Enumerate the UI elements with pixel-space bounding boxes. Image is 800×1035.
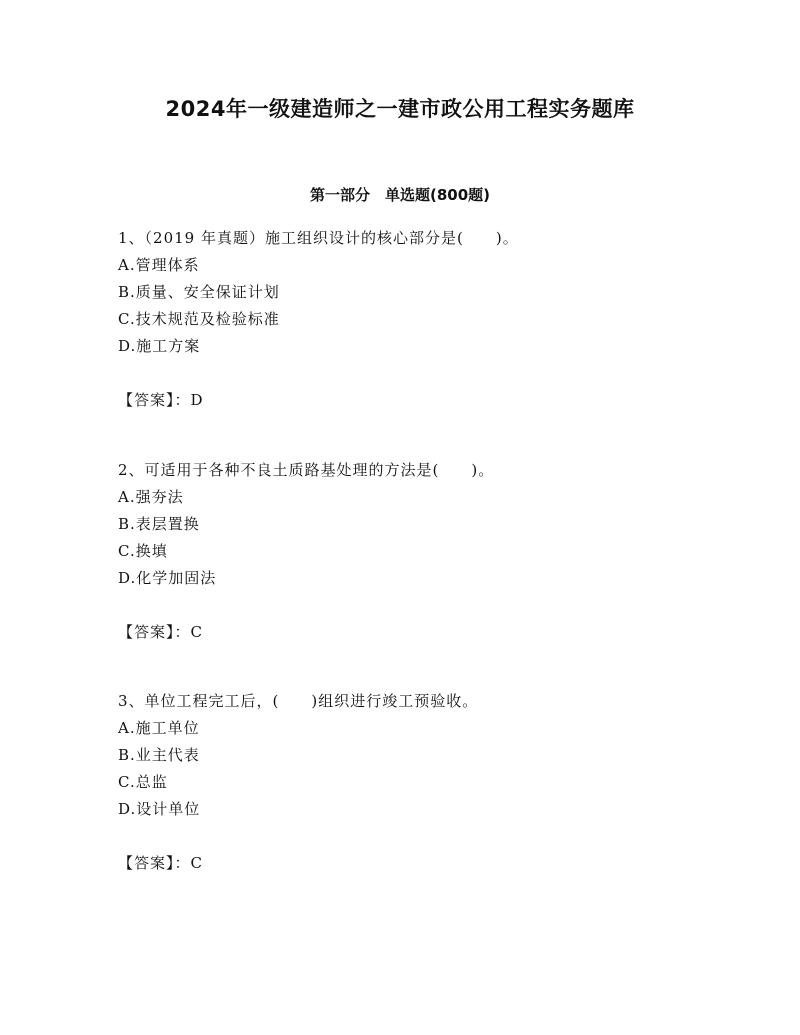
question-block: [118, 688, 718, 877]
option-d: D.化学加固法: [118, 569, 217, 587]
option-c: C.换填: [118, 542, 168, 560]
option-d: D.设计单位: [118, 800, 201, 818]
answer-line: 【答案】：C: [118, 623, 203, 641]
option-a: A.施工单位: [118, 719, 200, 737]
option-c: C.技术规范及检验标准: [118, 310, 280, 328]
document-title: 2024年一级建造师之一建市政公用工程实务题库: [165, 97, 635, 121]
question-stem: 1、（2019 年真题）施工组织设计的核心部分是( )。: [118, 229, 519, 247]
question-stem: 2、可适用于各种不良土质路基处理的方法是( )。: [118, 461, 495, 479]
option-c: C.总监: [118, 773, 168, 791]
question-stem: 3、单位工程完工后，( )组织进行竣工预验收。: [118, 692, 479, 710]
option-d: D.施工方案: [118, 337, 201, 355]
option-b: B.质量、安全保证计划: [118, 283, 280, 301]
answer-line: 【答案】：D: [118, 391, 204, 409]
question-block: [118, 457, 718, 646]
option-b: B.表层置换: [118, 515, 200, 533]
section-title: 第一部分 单选题(800题): [309, 186, 491, 204]
option-a: A.管理体系: [118, 256, 200, 274]
question-block: [118, 225, 718, 414]
option-a: A.强夯法: [118, 488, 184, 506]
answer-line: 【答案】：C: [118, 854, 203, 872]
option-b: B.业主代表: [118, 746, 200, 764]
